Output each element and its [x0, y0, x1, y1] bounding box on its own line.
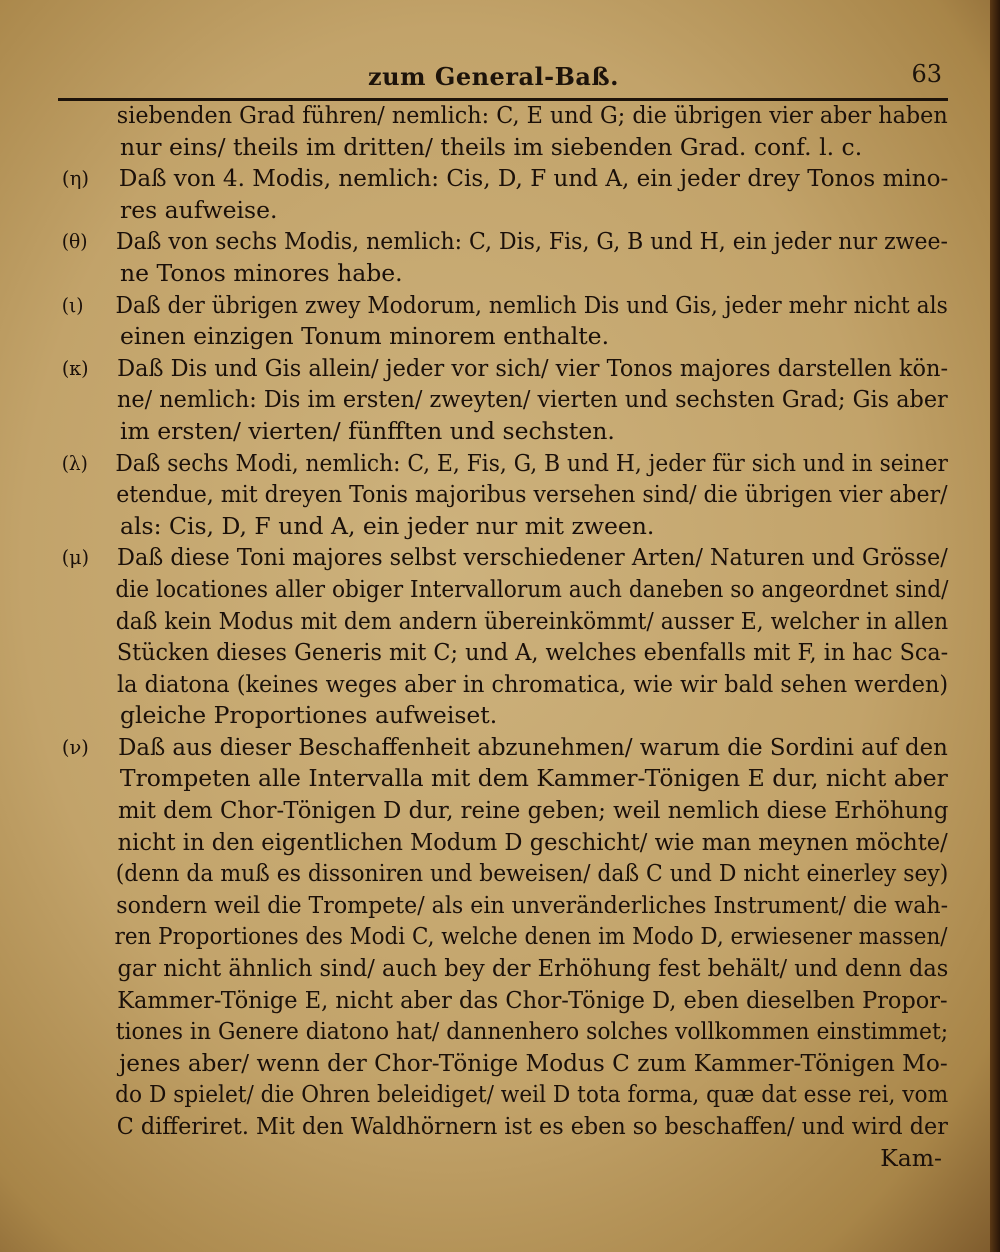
item-marker: (λ)	[61, 450, 88, 475]
text-line	[58, 448, 948, 480]
line-text: Daß aus dieser Beschaffenheit abzunehmen/ warum die Sordini auf den	[118, 732, 948, 761]
text-line: als: Cis, D, F und A, ein jeder nur mit zween.	[120, 511, 655, 540]
line-text: Daß von 4. Modis, nemlich: Cis, D, F und A, ein jeder drey Tonos mino-	[118, 164, 949, 193]
text-line: nicht in den eigentlichen Modum D geschicht/ wie man meynen möchte/	[117, 827, 948, 856]
text-line: ne Tonos minores habe.	[120, 258, 403, 287]
page-header	[100, 58, 948, 94]
text-line: (denn da muß es dissoniren und beweisen/ daß C und D nicht einerley sey)	[115, 859, 949, 888]
item-marker: (ι)	[61, 292, 84, 317]
item-marker: (ν)	[61, 734, 89, 759]
line-text: Daß Dis und Gis allein/ jeder vor sich/ vier Tonos majores darstellen kön-	[117, 353, 949, 382]
text-line: siebenden Grad führen/ nemlich: C, E und G; die übrigen vier aber haben	[116, 101, 948, 129]
catchword: Kam-	[880, 1143, 942, 1172]
text-line: do D spielet/ die Ohren beleidiget/ weil D tota forma, quæ dat esse rei, vom	[115, 1080, 949, 1109]
text-line: mit dem Chor-Tönigen D dur, reine geben; weil nemlich diese Erhöhung	[117, 796, 949, 825]
item-marker: (κ)	[61, 355, 89, 380]
text-line: gar nicht ähnlich sind/ auch bey der Erhöhung fest behält/ und denn das	[117, 954, 949, 983]
item-marker: (θ)	[61, 229, 88, 254]
text-line: jenes aber/ wenn der Chor-Tönige Modus C zum Kammer-Tönigen Mo-	[119, 1048, 948, 1077]
line-text: Daß diese Toni majores selbst verschiedener Arten/ Naturen und Grösse/	[117, 543, 948, 572]
text-line	[58, 226, 948, 258]
text-line: ren Proportiones des Modi C, welche denen im Modo D, erwiesener massen/	[114, 922, 948, 951]
text-line: die locationes aller obiger Intervallorum auch daneben so angeordnet sind/	[115, 574, 949, 603]
text-line	[58, 353, 949, 385]
text-line: einen einzigen Tonum minorem enthalte.	[120, 322, 610, 351]
text-line: res aufweise.	[120, 195, 278, 224]
text-line	[58, 732, 948, 764]
text-line: Trompeten alle Intervalla mit dem Kammer-Tönigen E dur, nicht aber	[119, 764, 948, 793]
item-marker: (η)	[61, 166, 90, 191]
text-line: sondern weil die Trompete/ als ein unveränderliches Instrument/ die wah-	[116, 890, 949, 919]
page-number: 63	[911, 60, 942, 88]
page-edge	[990, 0, 1000, 1252]
text-line	[58, 290, 948, 322]
text-line: la diatona (keines weges aber in chromatica, wie wir bald sehen werden)	[117, 669, 949, 698]
item-marker: (μ)	[61, 545, 90, 570]
text-line: ne/ nemlich: Dis im ersten/ zweyten/ vierten und sechsten Grad; Gis aber	[116, 385, 948, 414]
text-line	[58, 542, 948, 574]
text-line: daß kein Modus mit dem andern übereinkömmt/ ausser E, welcher in allen	[115, 606, 949, 635]
text-line: Stücken dieses Generis mit C; und A, welches ebenfalls mit F, in hac Sca-	[116, 638, 949, 667]
text-line: im ersten/ vierten/ fünfften und sechsten.	[120, 416, 615, 445]
line-text: Daß von sechs Modis, nemlich: C, Dis, Fis, G, B und H, ein jeder nur zwee-	[115, 227, 948, 256]
line-text: Daß sechs Modi, nemlich: C, E, Fis, G, B und H, jeder für sich und in seiner	[115, 448, 948, 477]
text-line: etendue, mit dreyen Tonis majoribus versehen sind/ die übrigen vier aber/	[116, 480, 948, 509]
text-line: C differiret. Mit den Waldhörnern ist es eben so beschaffen/ und wird der	[116, 1112, 948, 1140]
body-text	[58, 100, 948, 1174]
line-text: Daß der übrigen zwey Modorum, nemlich Dis und Gis, jeder mehr nicht als	[115, 290, 948, 319]
running-head: zum General-Baß.	[368, 62, 620, 91]
text-line: tiones in Genere diatono hat/ dannenhero solches vollkommen einstimmet;	[115, 1017, 949, 1046]
text-line: Kammer-Tönige E, nicht aber das Chor-Tönige D, eben dieselben Propor-	[117, 985, 948, 1014]
text-line	[58, 163, 949, 195]
text-line: gleiche Proportiones aufweiset.	[120, 701, 498, 730]
text-line: nur eins/ theils im dritten/ theils im siebenden Grad. conf. l. c.	[120, 132, 863, 161]
